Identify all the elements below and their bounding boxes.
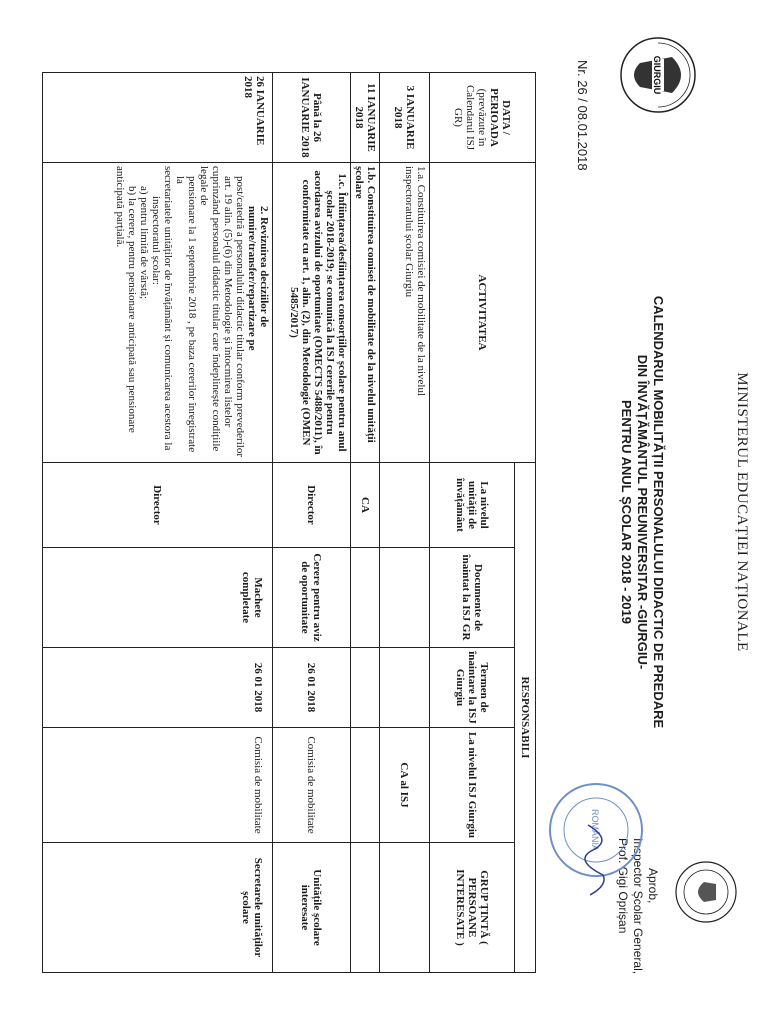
header-deadline: Termen de înaintare la ISJ Giurgiu — [430, 648, 515, 728]
svg-text:ROMÂNIA: ROMÂNIA — [590, 808, 600, 852]
row-target: Secretarele unităților școlare — [43, 843, 273, 973]
activity-line: secretariatele unităților de învățământ și comunicarea acestora la — [162, 166, 174, 451]
activity-line: a) pentru limită de vârstă; — [138, 186, 150, 300]
row-isj: Comisia de mobilitate — [43, 728, 273, 843]
header-date — [430, 73, 536, 163]
row-target — [351, 843, 380, 973]
title-line2: DIN ÎNVĂȚĂMÂNTUL PREUNIVERSITAR -GIURGIU- — [635, 354, 650, 670]
approval-name: Prof. Gigi Oprișan — [616, 838, 630, 934]
table-row — [273, 73, 351, 973]
header-date-sub: (prevăzute în Calendarul ISJ GR) — [452, 84, 489, 151]
activity-line: pensionare la 1 septembrie 2018 , pe baza cererilor înregistrate la — [174, 176, 198, 453]
mobility-calendar-table — [42, 72, 536, 973]
row-target — [380, 843, 430, 973]
row-unit: Director — [273, 463, 351, 548]
row-date: 26 IANUARIE 2018 — [43, 73, 273, 163]
activity-line: art. 19 alin. (5)-(6) din Metodologie și întocmirea listelor — [222, 176, 234, 428]
row-documents: Cerere pentru aviz de oportunitate — [273, 548, 351, 648]
header-unit-level: La nivelul unității de învățământ — [430, 463, 515, 548]
row-deadline — [351, 648, 380, 728]
header-target: GRUP ȚINTĂ ( PERSOANE INTERESATE ) — [430, 843, 515, 973]
ministry-header: MINISTERUL EDUCAȚIEI NAȚIONALE — [734, 372, 750, 652]
signature — [578, 820, 618, 900]
activity-line: anticipată parțială. — [114, 166, 126, 248]
government-seal — [674, 860, 738, 924]
registration-number: Nr. 26 / 08.01.2018 — [575, 60, 590, 171]
table-row — [351, 73, 380, 973]
title-line1: CALENDARUL MOBILITĂȚII PERSONALULUI DIDACTIC DE PREDARE — [651, 295, 666, 729]
row-deadline: 26 01 2018 — [273, 648, 351, 728]
row-unit: Director — [43, 463, 273, 548]
header-responsible: RESPONSABILI — [515, 463, 536, 973]
activity-line: 2. Revizuirea deciziilor de numire/transfer/repartizare pe — [246, 206, 270, 351]
activity-line: legale de — [198, 166, 210, 206]
table-row — [43, 73, 273, 973]
row-target: Unitățile școlare interesate — [273, 843, 351, 973]
row-deadline: 26 01 2018 — [43, 648, 273, 728]
row-deadline — [380, 648, 430, 728]
row-isj: CA al ISJ — [380, 728, 430, 843]
row-date: Până la 26 IANUARIE 2018 — [273, 73, 351, 163]
row-date: 11 IANUARIE 2018 — [351, 73, 380, 163]
header-activity: ACTIVITATEA — [430, 163, 536, 463]
row-documents — [380, 548, 430, 648]
activity-line: inspectoratul școlar: — [150, 196, 162, 285]
header-isj-level: La nivelul ISJ Giurgiu — [430, 728, 515, 843]
activity-line: b) la cerere, pentru pensionare anticipată sau pensionare — [126, 186, 138, 433]
approval-label: Aprob, — [646, 868, 660, 904]
row-date: 3 IANUARIE 2018 — [380, 73, 430, 163]
activity-line: post/catedră a personalului didactic titular conform prevederilor — [234, 176, 246, 457]
row-activity — [43, 163, 273, 463]
row-activity: 1.c. Înființarea/desființarea consorțiilor școlare pentru anul școlar 2018-2019; se comunică la ISJ cererile pentru acordarea avizului de oportunitate (OMECTS 5488/2011), în conformitate cu art. 1, alin. (2), din Metodologie (OMEN 5485/2017) — [273, 163, 351, 463]
header-documents: Documente de înaintat la ISJ GR — [430, 548, 515, 648]
row-activity: 1.b. Constituirea comisei de mobilitate de la nivelul unității școlare — [351, 163, 380, 463]
approval-role: Inspector Școlar General, — [631, 838, 645, 975]
row-documents — [351, 548, 380, 648]
header-date-main: DATA / PERIOADA — [488, 88, 513, 147]
title-line3: PENTRU ANUL ȘCOLAR 2018 - 2019 — [619, 400, 634, 624]
row-unit — [380, 463, 430, 548]
row-isj — [351, 728, 380, 843]
svg-text:GIURGIU: GIURGIU — [652, 55, 662, 95]
row-activity: 1.a. Constituirea comisiei de mobilitate de la nivelul inspectoratului școlar Giurgiu — [380, 163, 430, 463]
row-isj: Comisia de mobilitate — [273, 728, 351, 843]
row-unit: CA — [351, 463, 380, 548]
row-documents: Machete completate — [43, 548, 273, 648]
table-row — [380, 73, 430, 973]
activity-line: cuprinzând personalul didactic titular care îndeplinește condițiile — [210, 166, 222, 452]
